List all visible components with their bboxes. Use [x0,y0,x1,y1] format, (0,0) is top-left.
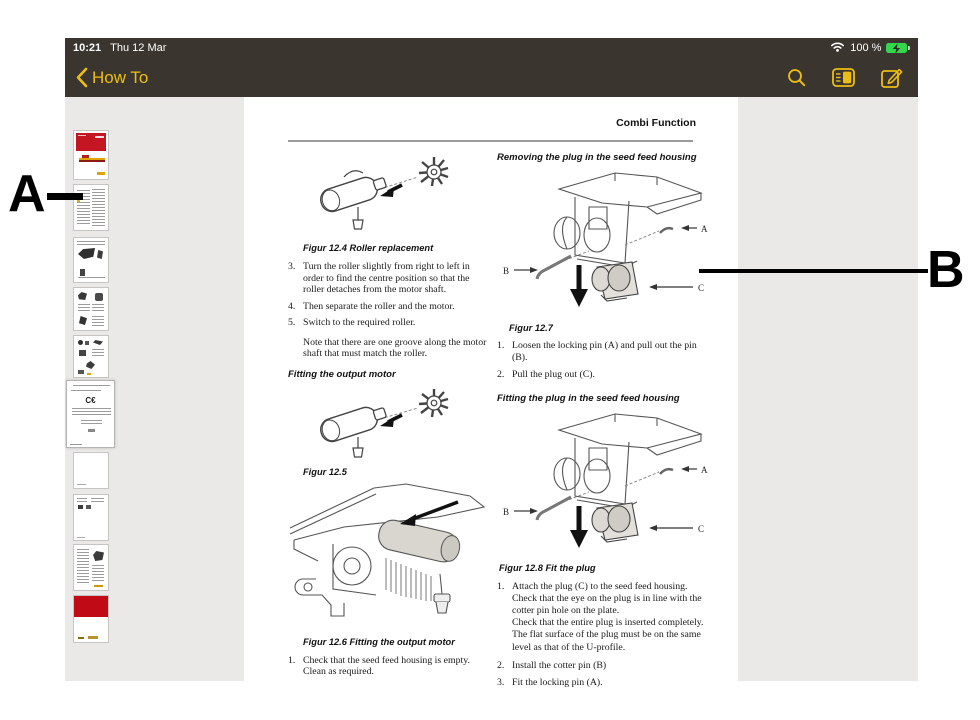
figure-12-7-illustration [497,167,711,315]
thumbnail-page-8-header[interactable] [73,494,109,541]
callout-b-label: B [503,266,510,276]
figure-12-4-illustration [294,152,488,238]
back-chevron-icon [75,67,88,88]
thumbnail-page-5-parts[interactable] [73,335,109,378]
annotation-line-b [699,269,928,273]
page-title: Combi Function [616,117,696,129]
thumbnail-page-1-cover[interactable] [73,130,109,180]
thumbnail-page-9-text-figure[interactable] [73,544,109,591]
status-time: 10:21 [73,42,102,54]
figure-12-8-caption: Figur 12.8 Fit the plug [499,562,596,573]
callout-b-label: B [503,506,510,517]
wifi-icon [830,41,845,55]
thumbnail-page-2-text[interactable] [73,184,109,231]
figure-12-4-caption: Figur 12.4 Roller replacement [303,243,434,253]
figure-12-6-illustration [288,482,488,624]
step-item: 2. Install the cotter pin (B) [497,659,607,671]
step-item: 4. Then separate the roller and the motor. [288,300,455,312]
note-text: Note that there are one groove along the motor shaft that must match the roller. [303,336,487,359]
callout-a-label: A [701,464,708,475]
compose-pencil-icon [881,67,904,88]
status-bar [65,38,918,58]
fitting-motor-heading: Fitting the output motor [288,368,396,380]
step-item: 3. Turn the roller slightly from right to left in order to find the centre position so that the roller detaches from the motor shaft. [288,261,470,295]
step-item: 1. Check that the seed feed housing is empty. Clean as required. [288,654,470,677]
nav-bar [65,58,918,97]
figure-12-8-illustration [497,408,711,556]
annotate-button[interactable] [881,67,904,88]
right-column [497,152,711,689]
callout-c-label: C [698,523,705,534]
callout-c-label: C [698,283,705,293]
status-date: Thu 12 Mar [110,42,167,54]
step-item: 5. Switch to the required roller. [288,317,416,328]
step-item: 2. Pull the plug out (C). [497,369,596,380]
step-item: 3. Fit the locking pin (A). [497,677,603,689]
figure-12-6-caption: Figur 12.6 Fitting the output motor [303,636,455,647]
back-label: How To [92,67,149,87]
battery-percent: 100 % [850,42,882,54]
thumbnail-page-7-blank[interactable] [73,452,109,489]
removing-plug-heading: Removing the plug in the seed feed housing [497,152,697,163]
battery-icon [886,43,910,54]
thumbnail-panel-icon [832,68,855,87]
callout-a-label: A [701,224,708,234]
figure-12-5-illustration [294,385,488,463]
search-button[interactable] [787,68,806,87]
left-column [288,147,488,678]
annotation-label-b: B [927,241,965,299]
fitting-plug-heading: Fitting the plug in the seed feed housing [497,392,680,404]
back-button[interactable] [75,67,148,88]
header-rule [288,140,693,142]
thumbnail-page-4-figures[interactable] [73,287,109,331]
page-right-margin [738,97,918,681]
thumbnail-page-6-ce-declaration[interactable] [66,380,115,448]
search-icon [787,68,806,87]
ce-mark: C€ [85,396,96,405]
thumbnail-page-3-machine[interactable] [73,237,109,283]
annotation-label-a: A [8,165,46,223]
thumbnail-panel-button[interactable] [832,68,855,87]
document-page[interactable] [244,97,738,689]
annotation-line-a [47,193,83,200]
figure-12-7-caption: Figur 12.7 [509,323,553,333]
figure-12-5-caption: Figur 12.5 [303,466,347,477]
thumbnail-sidebar [65,97,244,681]
step-item: 1. Attach the plug (C) to the seed feed housing. Check that the eye on the plug is in line with the cotter pin hole on the plate. Check that the entire plug is inserted completely. The flat surface of the plug must be on the same level as that of the U-profile. [497,580,704,653]
step-item: 1. Loosen the locking pin (A) and pull out the pin (B). [497,340,697,363]
charging-bolt-icon [886,43,907,54]
thumbnail-page-10-red-band[interactable] [73,595,109,643]
pdf-reader-app [65,38,918,689]
